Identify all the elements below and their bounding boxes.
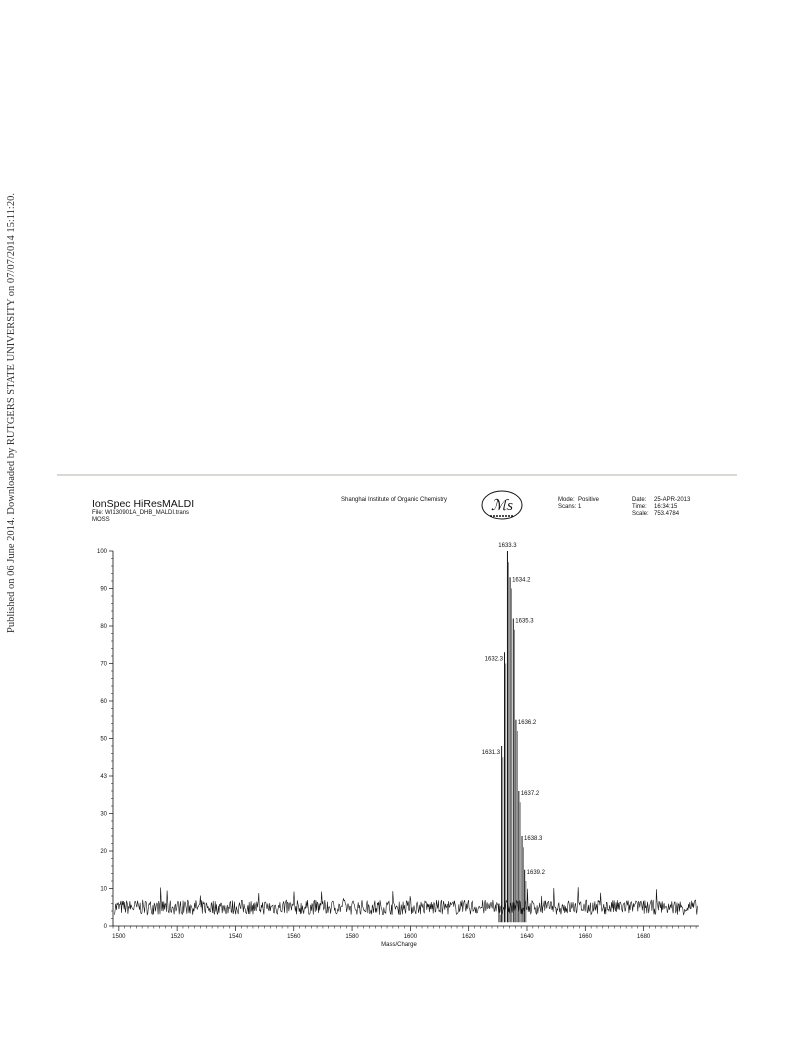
time-label: Time: (632, 504, 647, 510)
y-tick-label: 20 (100, 849, 107, 855)
file-line: File: WI130901A_DHB_MALDI.trans (92, 510, 190, 516)
x-tick-label: 1500 (112, 934, 126, 940)
y-tick-label: 30 (100, 811, 107, 818)
sample-name: MOSS (92, 517, 110, 523)
peak-label: 1631.3 (481, 750, 501, 756)
x-tick-label: 1520 (170, 934, 184, 940)
y-tick-label: 90 (100, 586, 107, 593)
time-value: 16:34:15 (654, 504, 678, 510)
y-tick-label: 70 (100, 661, 107, 668)
download-watermark: Published on 06 June 2014. Downloaded by RUTGERS STATE UNIVERSITY on 07/07/2014 15:11:20. (6, 193, 17, 633)
x-tick-label: 1540 (228, 934, 243, 940)
y-tick-label: 43 (100, 774, 107, 780)
y-tick-label: 60 (100, 699, 107, 705)
y-tick-label: 100 (96, 549, 107, 555)
y-tick-label: 0 (103, 924, 107, 930)
peak-label: 1638.3 (524, 836, 543, 842)
institute-name: Shanghai Institute of Organic Chemistry (341, 497, 448, 503)
date-label: Date: (632, 497, 647, 503)
scans-label: Scans: (558, 504, 577, 510)
x-tick-label: 1620 (462, 934, 476, 940)
scale-value: 753.4784 (654, 511, 680, 517)
scans-value: 1 (578, 504, 582, 510)
mode-label: Mode: (558, 497, 575, 503)
scale-label: Scale: (632, 511, 649, 517)
date-value: 25-APR-2013 (654, 497, 691, 503)
y-tick-label: 10 (100, 886, 107, 893)
x-tick-label: 1680 (636, 934, 651, 940)
noise-trace (115, 887, 698, 915)
y-tick-label: 50 (100, 736, 107, 743)
peak-label: 1637.2 (520, 791, 540, 797)
peak-label: 1632.3 (484, 656, 504, 663)
peak-label: 1633.3 (498, 543, 517, 549)
x-tick-label: 1640 (520, 934, 534, 940)
chart-axes (97, 549, 699, 940)
mode-value: Positive (578, 497, 600, 503)
peak-label: 1639.2 (526, 869, 546, 876)
x-tick-label: 1560 (287, 934, 301, 940)
x-tick-label: 1580 (345, 934, 359, 940)
peak-lines (499, 551, 526, 922)
y-tick-label: 80 (100, 624, 107, 630)
peak-label: 1635.3 (515, 618, 534, 625)
x-axis-label: Mass/Charge (381, 942, 417, 948)
svg-text:ℳs: ℳs (491, 498, 513, 514)
app-title: IonSpec HiResMALDI (92, 498, 195, 510)
spectrum-trace (115, 887, 698, 915)
x-tick-label: 1660 (578, 934, 592, 940)
x-tick-label: 1600 (403, 934, 418, 940)
peak-label: 1636.2 (517, 719, 537, 726)
peak-label: 1634.2 (512, 577, 531, 584)
